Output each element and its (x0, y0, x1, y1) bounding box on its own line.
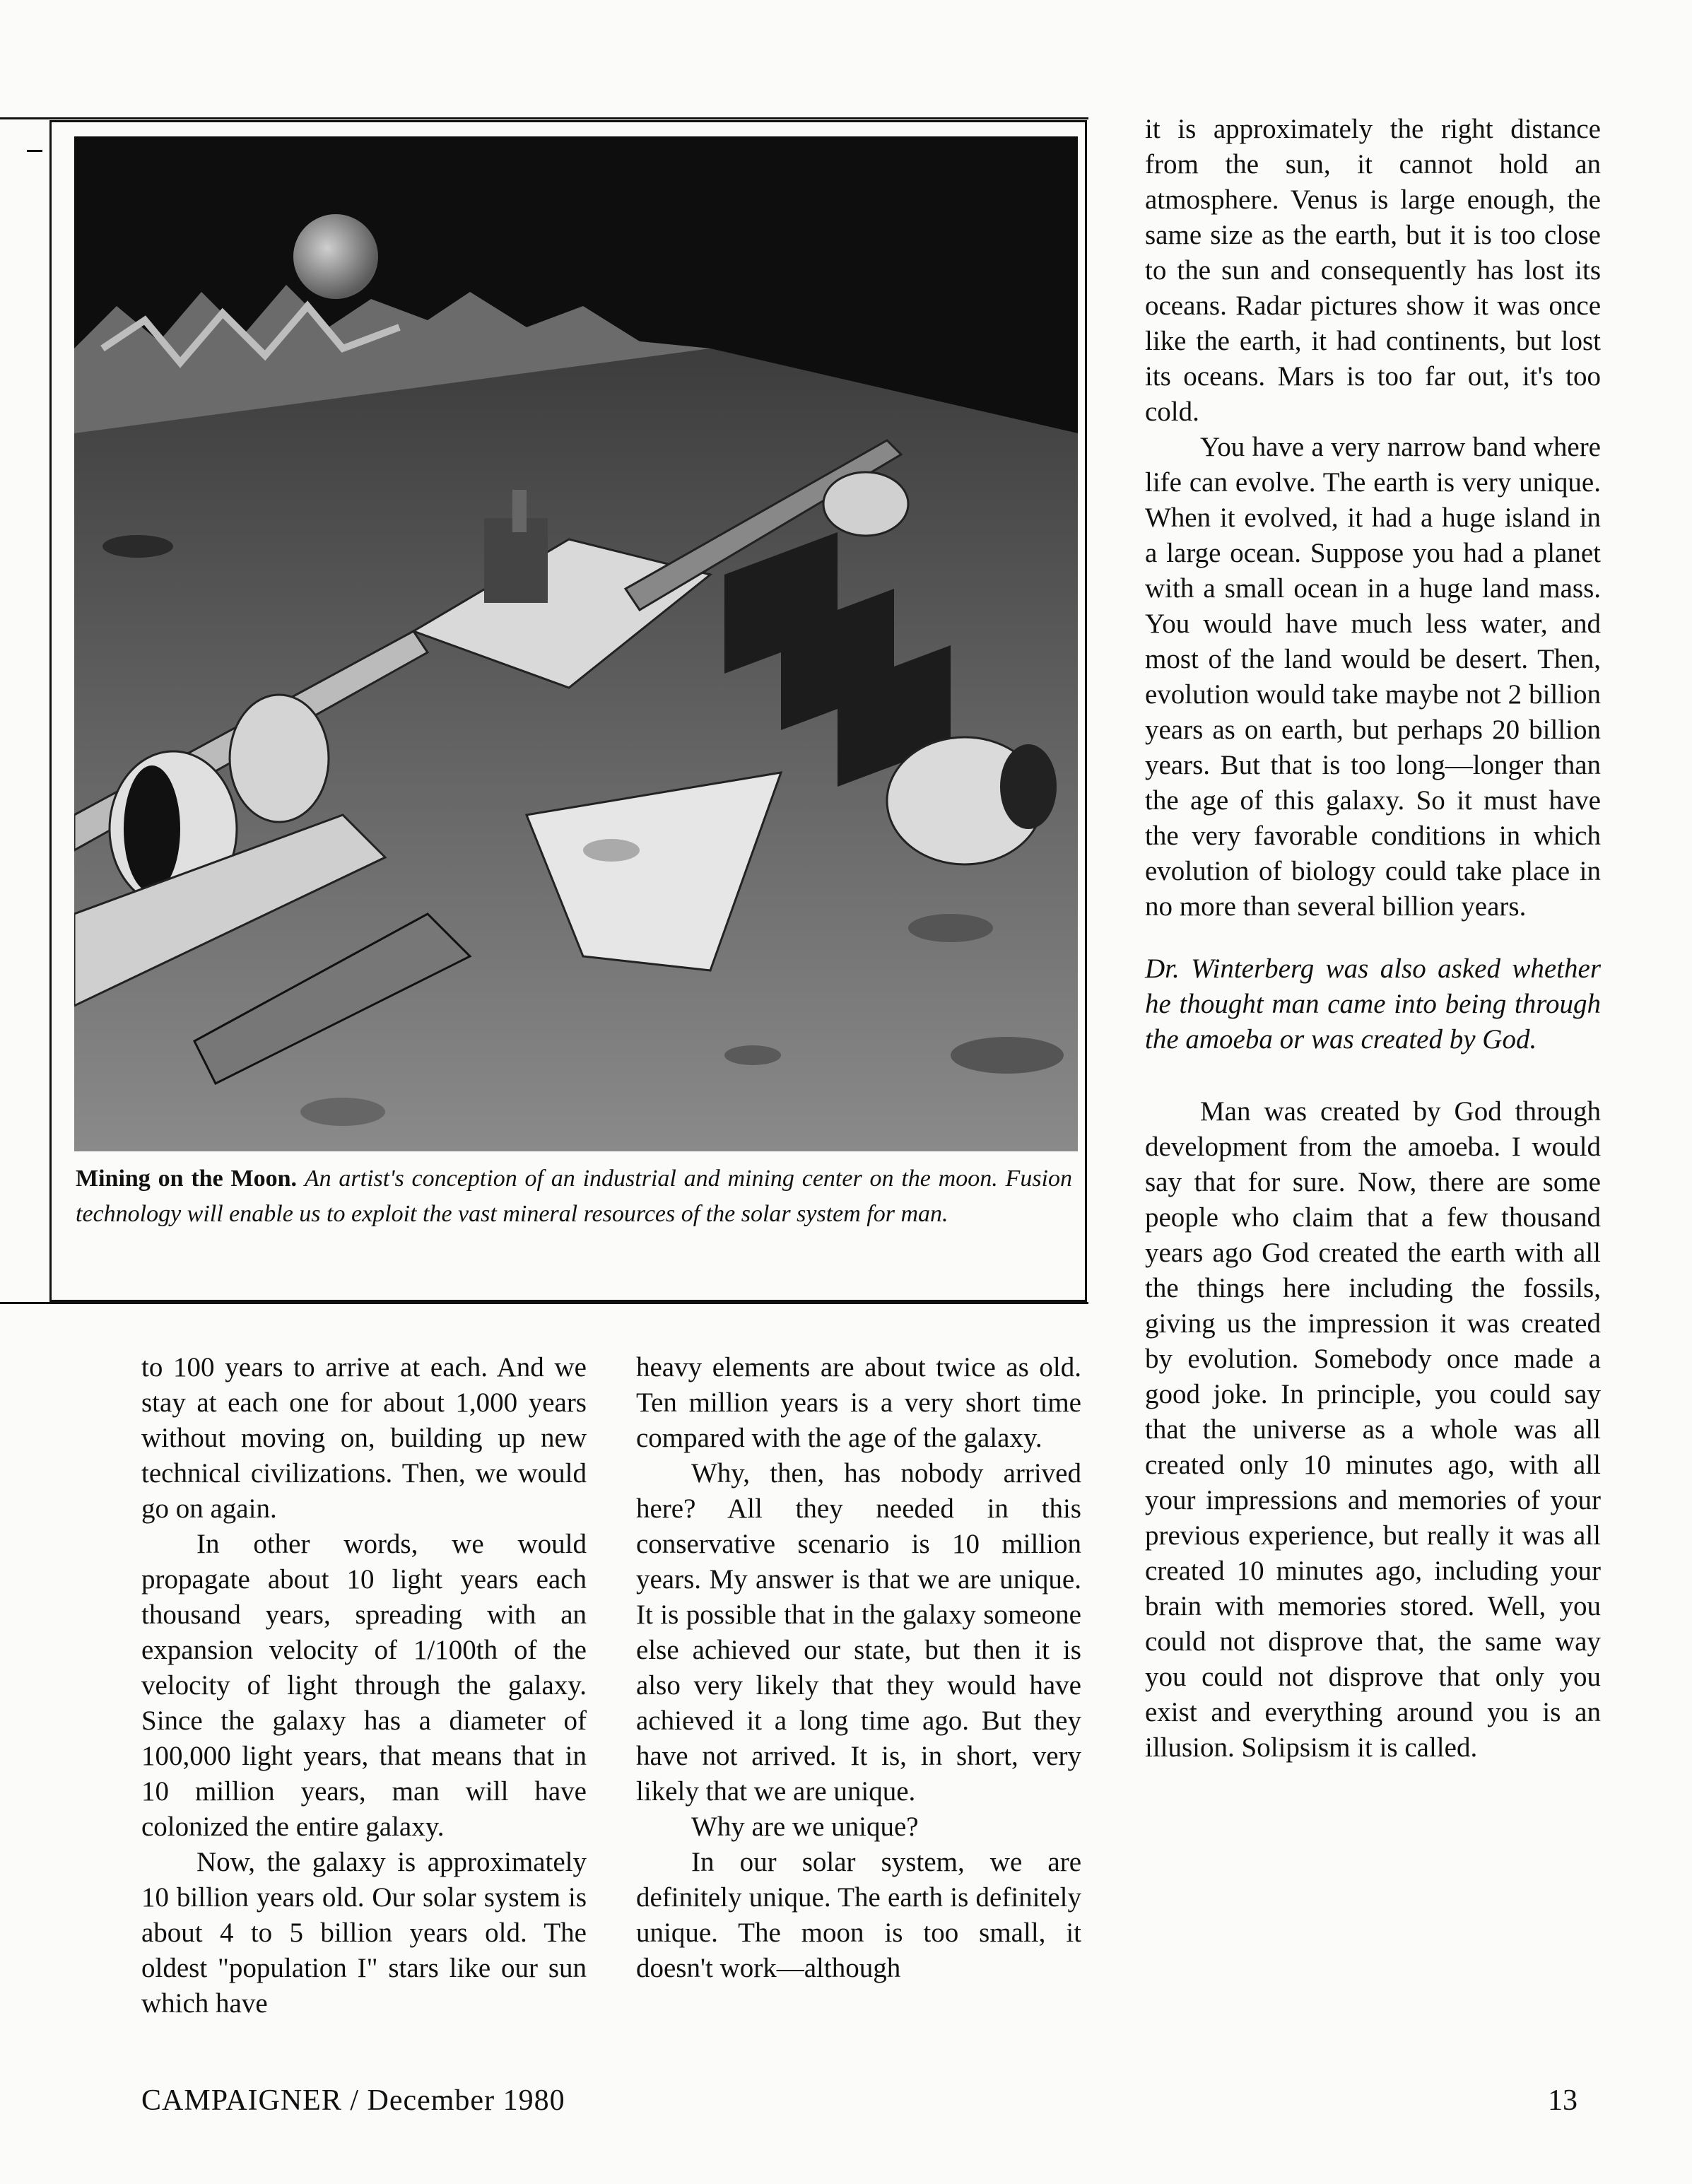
figure-caption (76, 1161, 1072, 1232)
middle-paragraph-1: heavy elements are about twice as old. Ten million years is a very short time compared with the age of the galaxy. (636, 1352, 1081, 1453)
right-column (1145, 112, 1601, 1766)
page-number: 13 (1548, 2084, 1578, 2117)
caption-title: Mining on the Moon. (76, 1166, 297, 1192)
bottom-rule (0, 1302, 1088, 1304)
right-paragraph-2: You have a very narrow band where life can evolve. The earth is very unique. When it evolved, it had a huge island in a large ocean. Suppose you had a planet with a small ocean in a huge land mass. You would have much less water, and most of the land would be desert. Then, evolution would take maybe not 2 billion years as on earth, but perhaps 20 billion years. But that is too long—longer than the age of this galaxy. So it must have the very favorable conditions in which evolution of biology could take place in no more than several billion years. (1145, 432, 1601, 922)
figure-box (49, 120, 1087, 1302)
left-paragraph-1: to 100 years to arrive at each. And we stay at each one for about 1,000 years without moving on, building up new technical civilizations. Then, we would go on again. (141, 1352, 587, 1524)
middle-column (636, 1350, 1081, 1986)
margin-tick (27, 150, 42, 152)
middle-paragraph-3: Why are we unique? (691, 1812, 919, 1842)
moon-mining-photo (74, 136, 1078, 1151)
middle-paragraph-4: In our solar system, we are definitely unique. The earth is definitely unique. The moon is too small, it doesn't work—although (636, 1847, 1081, 1983)
top-rule (0, 117, 1088, 119)
right-paragraph-1: it is approximately the right distance from the sun, it cannot hold an atmosphere. Venus is large enough, the same size as the earth, but it is too close to the sun and consequently has lost its oceans. Radar pictures show it was once like the earth, it had continents, but lost its oceans. Mars is too far out, it's too cold. (1145, 114, 1601, 427)
left-column (141, 1350, 587, 2021)
middle-paragraph-2: Why, then, has nobody arrived here? All they needed in this conservative scenario is 10 million years. My answer is that we are unique. It is possible that in the galaxy someone else achieved our state, but then it is also very likely that they would have achieved it a long time ago. But they have not arrived. It is, in short, very likely that we are unique. (636, 1458, 1081, 1807)
interview-question: Dr. Winterberg was also asked whether he thought man came into being through the amoeba or was created by God. (1145, 953, 1601, 1055)
right-paragraph-3: Man was created by God through development from the amoeba. I would say that for sure. Now, there are some people who claim that a few thousand years ago God created the earth with all the things here including the fossils, giving us the impression it was created by evolution. Somebody once made a good joke. In principle, you could say that the universe as a whole was all created only 10 minutes ago, with all your impressions and memories of your previous experience, but really it was all created 10 minutes ago, including your brain with memories stored. Well, you could not disprove that, the same way you could not disprove that only you exist and everything around you is an illusion. Solipsism it is called. (1145, 1096, 1601, 1763)
left-paragraph-3: Now, the galaxy is approximately 10 billion years old. Our solar system is about 4 to 5 billion years old. The oldest "population I" stars like our sun which have (141, 1847, 587, 2019)
publication-footer: CAMPAIGNER / December 1980 (141, 2084, 565, 2117)
left-paragraph-2: In other words, we would propagate about 10 light years each thousand years, spreading with an expansion velocity of 1/100th of the velocity of light through the galaxy. Since the galaxy has a diameter of 100,000 light years, that means that in 10 million years, man will have colonized the entire galaxy. (141, 1529, 587, 1842)
caption-text: An artist's conception of an industrial and mining center on the moon. Fusion technology will enable us to exploit the vast mineral resources of the solar system for man. (76, 1166, 1073, 1227)
